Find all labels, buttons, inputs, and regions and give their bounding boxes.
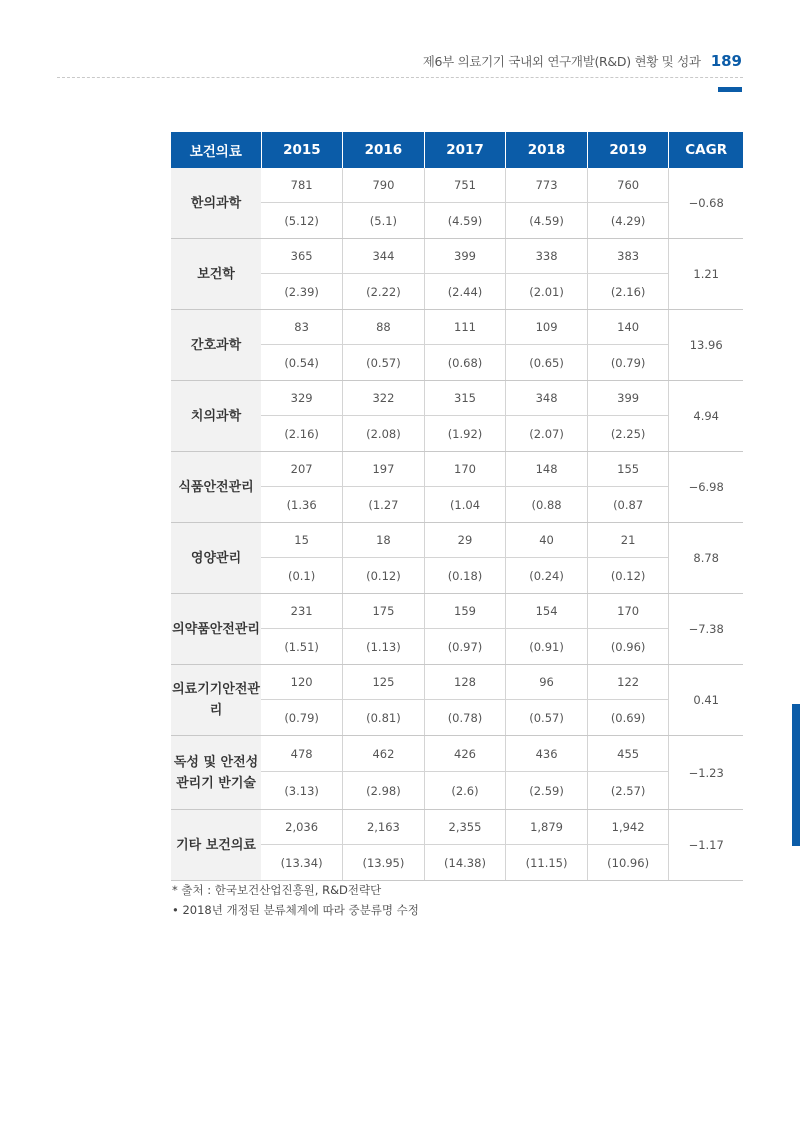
value-cell: 125 <box>343 665 425 700</box>
cagr-cell: 0.41 <box>669 665 743 736</box>
value-cell: 365 <box>261 239 343 274</box>
share-cell: (2.59) <box>506 772 588 810</box>
revision-note: • 2018년 개정된 분류체계에 따라 중분류명 수정 <box>172 903 419 917</box>
value-cell: 140 <box>587 310 669 345</box>
value-cell: 122 <box>587 665 669 700</box>
rnd-table <box>171 132 743 881</box>
share-cell: (0.57) <box>506 700 588 736</box>
share-cell: (2.08) <box>343 416 425 452</box>
share-cell: (0.57) <box>343 345 425 381</box>
value-cell: 322 <box>343 381 425 416</box>
share-cell: (13.34) <box>261 845 343 881</box>
table-row-values <box>171 381 743 416</box>
share-cell: (2.57) <box>587 772 669 810</box>
value-cell: 83 <box>261 310 343 345</box>
cagr-cell: 8.78 <box>669 523 743 594</box>
value-cell: 175 <box>343 594 425 629</box>
value-cell: 426 <box>424 736 506 772</box>
share-cell: (2.6) <box>424 772 506 810</box>
value-cell: 21 <box>587 523 669 558</box>
share-cell: (0.12) <box>343 558 425 594</box>
chapter-side-tab <box>792 704 800 846</box>
category-cell: 기타 보건의료 <box>171 810 261 881</box>
share-cell: (0.88 <box>506 487 588 523</box>
share-cell: (2.39) <box>261 274 343 310</box>
share-cell: (2.01) <box>506 274 588 310</box>
value-cell: 148 <box>506 452 588 487</box>
value-cell: 111 <box>424 310 506 345</box>
value-cell: 170 <box>587 594 669 629</box>
cagr-cell: −1.17 <box>669 810 743 881</box>
header-divider <box>57 77 743 78</box>
share-cell: (5.1) <box>343 203 425 239</box>
value-cell: 207 <box>261 452 343 487</box>
share-cell: (3.13) <box>261 772 343 810</box>
table-row-values <box>171 239 743 274</box>
value-cell: 344 <box>343 239 425 274</box>
cagr-cell: 13.96 <box>669 310 743 381</box>
share-cell: (4.29) <box>587 203 669 239</box>
value-cell: 773 <box>506 168 588 203</box>
value-cell: 18 <box>343 523 425 558</box>
header-accent-bar <box>718 87 742 92</box>
share-cell: (0.24) <box>506 558 588 594</box>
share-cell: (14.38) <box>424 845 506 881</box>
share-cell: (0.1) <box>261 558 343 594</box>
value-cell: 154 <box>506 594 588 629</box>
running-header <box>423 50 742 72</box>
share-cell: (0.78) <box>424 700 506 736</box>
category-cell: 간호과학 <box>171 310 261 381</box>
value-cell: 2,036 <box>261 810 343 845</box>
value-cell: 29 <box>424 523 506 558</box>
share-cell: (0.81) <box>343 700 425 736</box>
table-header-row <box>171 132 743 168</box>
share-cell: (2.44) <box>424 274 506 310</box>
value-cell: 159 <box>424 594 506 629</box>
category-cell: 의약품안전관리 <box>171 594 261 665</box>
header-cell-category: 보건의료 <box>171 132 261 168</box>
share-cell: (2.16) <box>261 416 343 452</box>
share-cell: (0.69) <box>587 700 669 736</box>
value-cell: 455 <box>587 736 669 772</box>
value-cell: 128 <box>424 665 506 700</box>
share-cell: (10.96) <box>587 845 669 881</box>
value-cell: 399 <box>587 381 669 416</box>
value-cell: 109 <box>506 310 588 345</box>
share-cell: (0.91) <box>506 629 588 665</box>
share-cell: (2.25) <box>587 416 669 452</box>
header-cell-2017: 2017 <box>424 132 506 168</box>
share-cell: (0.96) <box>587 629 669 665</box>
value-cell: 197 <box>343 452 425 487</box>
cagr-cell: −0.68 <box>669 168 743 239</box>
value-cell: 1,942 <box>587 810 669 845</box>
value-cell: 348 <box>506 381 588 416</box>
share-cell: (1.13) <box>343 629 425 665</box>
header-cell-2016: 2016 <box>343 132 425 168</box>
header-cell-2018: 2018 <box>506 132 588 168</box>
share-cell: (5.12) <box>261 203 343 239</box>
value-cell: 315 <box>424 381 506 416</box>
value-cell: 383 <box>587 239 669 274</box>
table-row-values <box>171 310 743 345</box>
value-cell: 399 <box>424 239 506 274</box>
share-cell: (2.98) <box>343 772 425 810</box>
share-cell: (0.65) <box>506 345 588 381</box>
value-cell: 96 <box>506 665 588 700</box>
value-cell: 2,163 <box>343 810 425 845</box>
share-cell: (1.92) <box>424 416 506 452</box>
value-cell: 40 <box>506 523 588 558</box>
category-cell: 영양관리 <box>171 523 261 594</box>
category-cell: 보건학 <box>171 239 261 310</box>
value-cell: 231 <box>261 594 343 629</box>
value-cell: 15 <box>261 523 343 558</box>
share-cell: (2.16) <box>587 274 669 310</box>
value-cell: 1,879 <box>506 810 588 845</box>
category-cell: 의료기기안전관리 <box>171 665 261 736</box>
share-cell: (0.79) <box>261 700 343 736</box>
footnotes <box>172 880 419 920</box>
value-cell: 436 <box>506 736 588 772</box>
cagr-cell: 1.21 <box>669 239 743 310</box>
table-row-values <box>171 523 743 558</box>
value-cell: 88 <box>343 310 425 345</box>
share-cell: (0.68) <box>424 345 506 381</box>
table-row-values <box>171 594 743 629</box>
share-cell: (2.07) <box>506 416 588 452</box>
share-cell: (0.97) <box>424 629 506 665</box>
share-cell: (4.59) <box>424 203 506 239</box>
cagr-cell: −7.38 <box>669 594 743 665</box>
value-cell: 462 <box>343 736 425 772</box>
share-cell: (0.87 <box>587 487 669 523</box>
value-cell: 338 <box>506 239 588 274</box>
share-cell: (0.54) <box>261 345 343 381</box>
share-cell: (0.79) <box>587 345 669 381</box>
share-cell: (13.95) <box>343 845 425 881</box>
value-cell: 120 <box>261 665 343 700</box>
table-row-values <box>171 810 743 845</box>
category-cell: 독성 및 안전성 관리기 반기술 <box>171 736 261 810</box>
share-cell: (1.51) <box>261 629 343 665</box>
value-cell: 760 <box>587 168 669 203</box>
value-cell: 170 <box>424 452 506 487</box>
share-cell: (2.22) <box>343 274 425 310</box>
cagr-cell: −6.98 <box>669 452 743 523</box>
value-cell: 781 <box>261 168 343 203</box>
chapter-title: 제6부 의료기기 국내외 연구개발(R&D) 현황 및 성과 <box>422 54 701 69</box>
header-cell-2015: 2015 <box>261 132 343 168</box>
share-cell: (1.27 <box>343 487 425 523</box>
share-cell: (4.59) <box>506 203 588 239</box>
share-cell: (1.04 <box>424 487 506 523</box>
table-row-values <box>171 452 743 487</box>
source-note: * 출처 : 한국보건산업진흥원, R&D전략단 <box>172 883 382 897</box>
value-cell: 478 <box>261 736 343 772</box>
header-cell-2019: 2019 <box>587 132 669 168</box>
value-cell: 329 <box>261 381 343 416</box>
share-cell: (1.36 <box>261 487 343 523</box>
share-cell: (11.15) <box>506 845 588 881</box>
table-row-values <box>171 736 743 772</box>
table-row-values <box>171 168 743 203</box>
category-cell: 식품안전관리 <box>171 452 261 523</box>
category-cell: 한의과학 <box>171 168 261 239</box>
cagr-cell: −1.23 <box>669 736 743 810</box>
value-cell: 751 <box>424 168 506 203</box>
share-cell: (0.18) <box>424 558 506 594</box>
cagr-cell: 4.94 <box>669 381 743 452</box>
value-cell: 2,355 <box>424 810 506 845</box>
header-cell-cagr: CAGR <box>669 132 743 168</box>
value-cell: 155 <box>587 452 669 487</box>
share-cell: (0.12) <box>587 558 669 594</box>
value-cell: 790 <box>343 168 425 203</box>
category-cell: 치의과학 <box>171 381 261 452</box>
page-number: 189 <box>710 52 742 70</box>
table-row-values <box>171 665 743 700</box>
